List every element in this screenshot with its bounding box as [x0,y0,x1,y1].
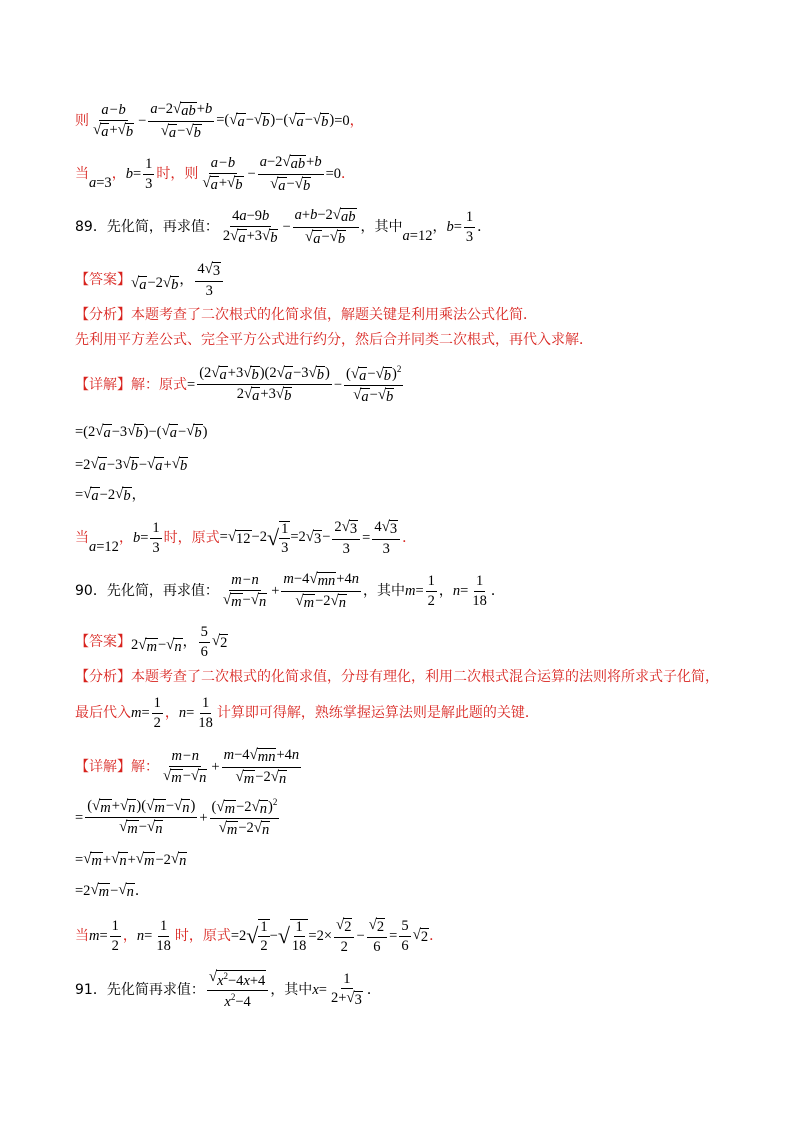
fraction: $\frac{5}{6}$ [200,624,208,660]
substitute-90: 当 m= $\frac{1}{2}$ ， n= $\frac{1}{18}$ 时，原式 =2 √ $\frac{1}{2}$ − √ $\frac{1}{18}$ =2× √ 2 2 − √ 2 6 = $\frac{5}{6}$ √ 2 ． [75,917,444,955]
problem-where: ，其中 [360,219,403,235]
problem-number: 90． [75,583,107,599]
step: =2 √ m − √ n ． [75,882,149,900]
analysis-text: 本题考查了二次根式的化简求值，分母有理化，利用二次根式混合运算的法则将所求式子化简， [131,669,719,685]
detail-tag: 【详解】 [75,759,131,775]
analysis-tag: 【分析】 [75,307,131,323]
fraction: 1 2+ √ 3 [330,970,362,1009]
when-label: 当 [75,530,89,546]
problem-where: ，其中 [270,981,313,998]
step: =2 √ a −3 √ b − √ a + √ b [75,456,188,474]
fraction: $\frac{1}{3}$ [152,520,160,556]
analysis-90 [75,670,719,684]
fraction: m−4 √ mn +4n √ m −2 √ n [283,571,359,611]
analysis-text: 计算即可得解，熟练掌握运算法则是解此题的关键． [216,705,539,721]
line-2: 当 a=3 ， b= $\frac{1}{3}$ 时，则 a−b √ a + √ b − a−2 √ ab +b √ a − √ b =0 ． [75,154,356,194]
fraction: $\frac{1}{18}$ [198,695,213,731]
line2-then: 时，则 [156,166,199,182]
then-label: 时，原式 [174,928,231,944]
detail-text: 解：原式 [131,376,187,393]
fraction: $\frac{1}{2}$ [427,573,435,609]
fraction: $\frac{1}{3}$ [145,156,153,192]
step: = √ a −2 √ b ， [75,486,146,504]
fraction: 2 √ 3 3 [332,520,360,556]
problem-end: ． [366,981,381,998]
problem-number: 89． [75,219,107,235]
analysis-text: 本题考查了二次根式的化简求值，解题关键是利用乘法公式化简． [131,307,537,323]
answer-90: 【答案】 2 √ m − √ n ， $\frac{5}{6}$ √ 2 [75,624,228,660]
line2-when: 当 [75,166,89,182]
fraction: a−2 √ ab +b √ a − √ b [150,101,213,141]
fraction: m−n √ m − √ n [163,748,207,786]
fraction: $\frac{1}{2}$ [111,918,119,954]
line-1: 则 a−b √ a + √ b − a−2 √ ab +b √ a − √ b =( √ a − √ b )−( √ a − √ b ) =0 ， [75,101,364,141]
fraction: m−4 √ mn +4n √ m −2 √ n [223,747,300,787]
answer-sep: ， [182,634,197,650]
analysis-text: 最后代入 [75,705,131,721]
fraction: 4a−9b 2 √ a +3 √ b [222,208,278,246]
fraction: $\frac{1}{3}$ [465,209,474,245]
fraction: ( √ a − √ b )$^2$ √ a − √ b [346,364,402,406]
problem-text: 先化简再求值： [106,981,205,998]
substitute-89: 当 a=12 ， b= $\frac{1}{3}$ 时，原式 = √ 12 −2 √ $\frac{1}{3}$ =2 √ 3 − 2 √ 3 3 = 4 √ 3 3 ． [75,519,417,557]
step: = √ m + √ n + √ m −2 √ n [75,851,187,869]
problem-90: 90． 先化简，再求值： m−n √ m − √ n + m−4 √ mn +4n √ m −2 √ n ，其中 m= $\frac{1}{2}$ ， n= $\frac{1}{18}$ ． [75,571,505,611]
fraction: ( √ m + √ n )( √ m − √ n ) √ m − √ n [87,797,196,838]
fraction: $\frac{5}{6}$ [401,918,409,954]
answer-sep: ， [179,272,194,288]
fraction: $\frac{1}{2}$ [153,695,161,731]
analysis-text: 先利用平方差公式、完全平方公式进行约分，然后合并同类二次根式，再代入求解． [75,332,593,348]
fraction: √ 2 6 [367,918,387,954]
fraction: a−b √ a + √ b [202,155,243,193]
answer-tag: 【答案】 [75,634,131,650]
fraction: 4 √ 3 3 [372,520,400,556]
problem-text: 先化简，再求值： [106,583,219,599]
fraction: ( √ m −2 √ n )$^2$ √ m −2 √ n [211,797,278,839]
problem-where: ，其中 [362,583,405,599]
analysis-90-line2: 最后代入 m= $\frac{1}{2}$ ， n= $\frac{1}{18}$ 计算即可得解，熟练掌握运算法则是解此题的关键． [75,695,539,731]
line1-result: =0 [334,112,350,129]
step: = ( √ m + √ n )( √ m − √ n ) √ m − √ n + ( √ m −2 √ n )$^2$ √ m −2 √ n [75,797,278,839]
fraction: $\frac{1}{18}$ [156,918,171,954]
detail-89: 【详解】 解：原式 = (2 √ a +3 √ b )(2 √ a −3 √ b ) 2 √ a +3 √ b − ( √ a − √ b )$^2$ √ a − √ b [75,364,402,406]
fraction: a−b √ a + √ b [93,102,134,140]
problem-number: 91． [75,981,107,998]
fraction: a+b−2 √ ab √ a − √ b [293,208,359,246]
fraction: (2 √ a +3 √ b )(2 √ a −3 √ b ) 2 √ a +3 √ b [199,364,330,405]
line1-prefix: 则 [75,113,89,129]
then-label: 时，原式 [163,530,220,546]
line2-result: =0 [325,165,342,182]
problem-end: ． [490,583,505,599]
fraction: a−2 √ ab +b √ a − √ b [259,154,322,194]
detail-90: 【详解】 解： m−n √ m − √ n + m−4 √ mn +4n √ m −2 √ n [75,747,300,787]
problem-89: 89． 先化简，再求值： 4a−9b 2 √ a +3 √ b − a+b−2 √ ab √ a − √ b ，其中 a=12 ， b= $\frac{1}{3}$ ． [75,207,492,247]
fraction: √ 2 2 [334,918,354,954]
problem-91: 91． 先化简再求值： √ $x^2-4x+4$ $x^2-4$ ，其中 x= 1 2+ √ 3 ． [75,969,381,1011]
detail-text: 解： [131,759,159,775]
problem-end: ． [477,219,492,235]
step: =(2 √ a −3 √ b )−( √ a − √ b ) [75,423,208,441]
line2-end: ． [341,166,356,182]
analysis-tag: 【分析】 [75,669,131,685]
line1-end: ， [349,113,364,129]
fraction: m−n √ m − √ n [222,572,267,610]
detail-tag: 【详解】 [75,376,131,393]
problem-text: 先化简，再求值： [106,219,219,235]
answer-89: 【答案】 √ a −2 √ b ， 4 √ 3 3 [75,262,225,298]
when-label: 当 [75,928,89,944]
analysis-89 [75,308,537,322]
analysis-89-line2 [75,333,593,347]
answer-tag: 【答案】 [75,272,131,288]
fraction: √ $x^2-4x+4$ $x^2-4$ [207,970,268,1010]
fraction: 4 √ 3 3 [195,262,223,298]
fraction: $\frac{1}{18}$ [472,573,487,609]
